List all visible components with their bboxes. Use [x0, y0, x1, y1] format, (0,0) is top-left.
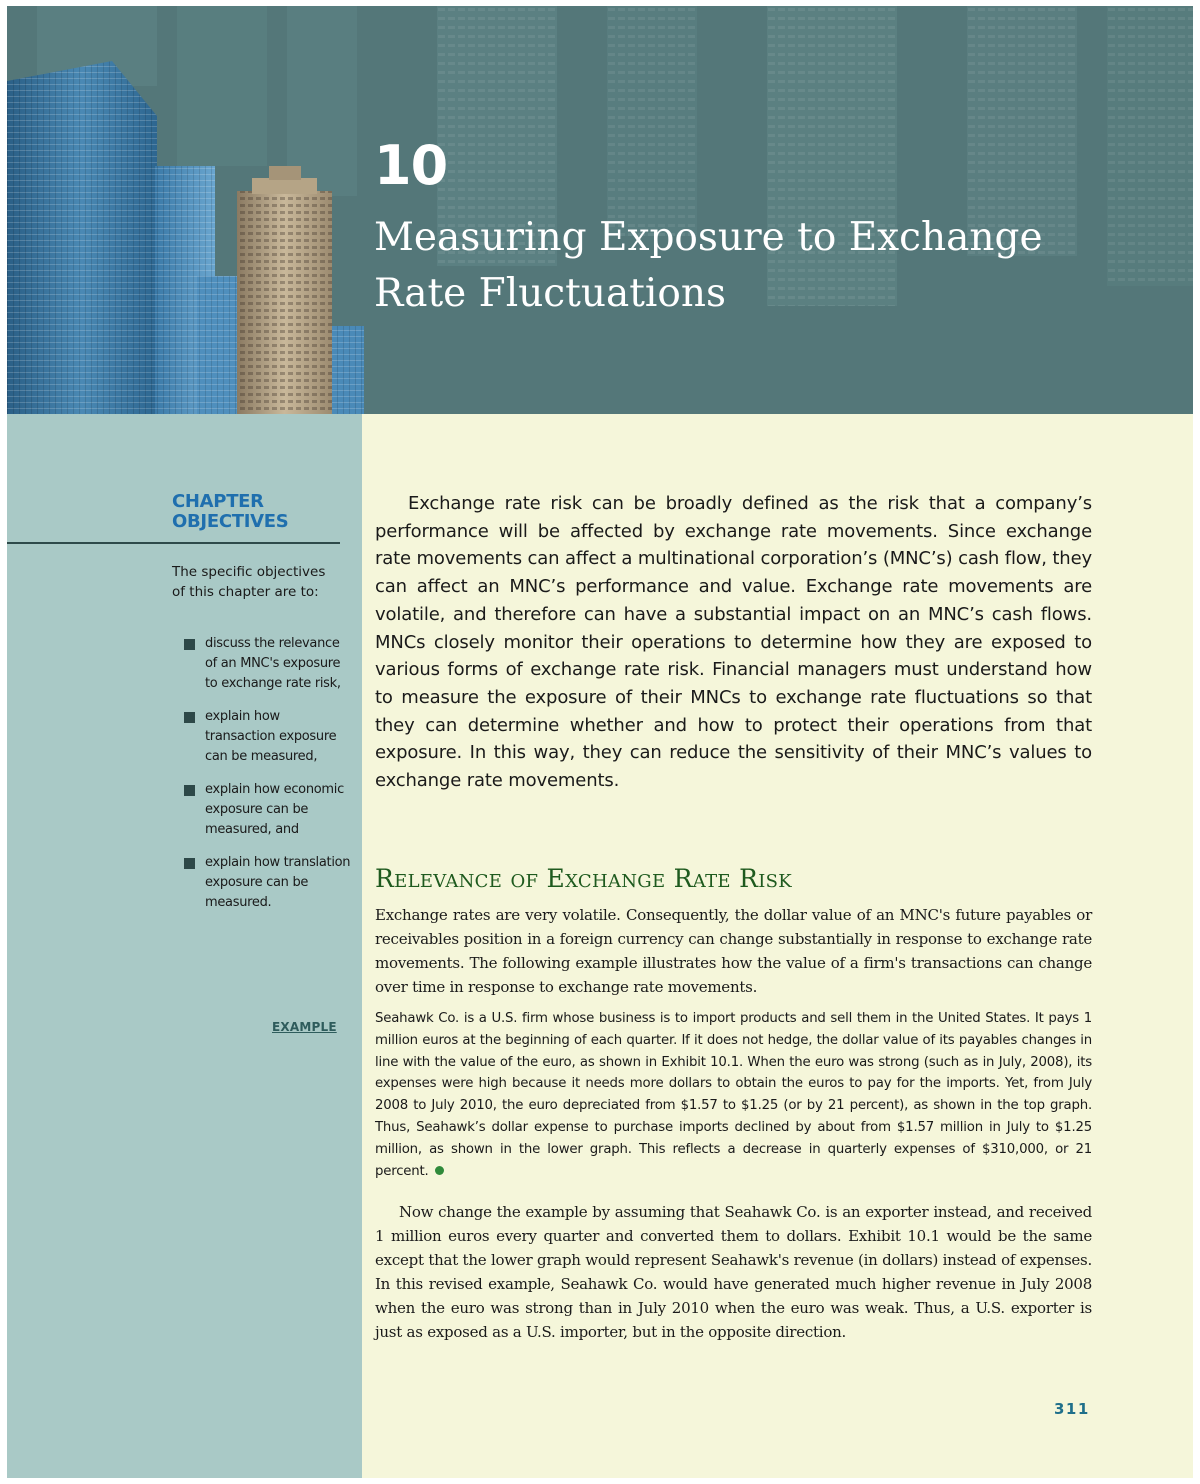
objectives-sidebar	[7, 414, 362, 1478]
chapter-header-banner	[7, 6, 1193, 414]
objectives-heading-line-2: OBJECTIVES	[172, 511, 289, 532]
objectives-heading-line-1: CHAPTER	[172, 491, 264, 512]
square-bullet-icon	[184, 858, 195, 869]
objective-item	[182, 707, 352, 767]
main-content	[362, 414, 1193, 1478]
chapter-number: 10	[374, 134, 448, 197]
chapter-title-line-1: Measuring Exposure to Exchange	[374, 215, 1043, 260]
body-paragraph-1: Exchange rates are very volatile. Consequently, the dollar value of an MNC's future payables or receivables position in a foreign currency can change substantially in response to exchange rate movements. The following example illustrates how the value of a firm's transactions can change over time in response to exchange rate movements.	[375, 906, 1092, 996]
objective-text: explain how transaction exposure can be measured,	[205, 709, 337, 764]
intro-paragraph-text: Exchange rate risk can be broadly defined as the risk that a company’s performance will be affected by exchange rate movements. Since exchange rate movements can affect a multinational corporation’s (MNC’s) cash flow, they can affect an MNC’s performance and value. Exchange rate movements are volatile, and therefore can have a substantial impact on an MNC’s cash flows. MNCs closely monitor their operations to determine how they are exposed to various forms of exchange rate risk. Financial managers must understand how to measure the exposure of their MNCs to exchange rate fluctuations so that they can determine whether and how to protect their operations from that exposure. In this way, they can reduce the sensitivity of their MNC’s values to exchange rate movements.	[375, 493, 1092, 792]
body-paragraph-2	[375, 1200, 1092, 1344]
square-bullet-icon	[184, 785, 195, 796]
objective-item	[182, 853, 352, 913]
objective-item	[182, 634, 352, 694]
textbook-page	[7, 6, 1193, 1478]
chapter-title	[374, 210, 1154, 322]
example-paragraph	[375, 1008, 1092, 1182]
objectives-divider	[7, 542, 340, 544]
objectives-intro: The specific objectives of this chapter are to:	[172, 564, 326, 600]
example-end-dot-icon	[435, 1166, 444, 1175]
page-number: 311	[1054, 1400, 1090, 1418]
intro-paragraph	[375, 490, 1092, 795]
square-bullet-icon	[184, 712, 195, 723]
body-paragraph-2-text: Now change the example by assuming that Seahawk Co. is an exporter instead, and received 1 million euros every quarter and converted them to dollars. Exhibit 10.1 would be the same except that the lower graph would represent Seahawk's revenue (in dollars) instead of expenses. In this revised example, Seahawk Co. would have generated much higher revenue in July 2008 when the euro was strong than in July 2010 when the euro was weak. Thus, a U.S. exporter is just as exposed as a U.S. importer, but in the opposite direction.	[375, 1203, 1092, 1341]
objectives-heading	[172, 492, 288, 532]
example-paragraph-text: Seahawk Co. is a U.S. firm whose business is to import products and sell them in the United States. It pays 1 million euros at the beginning of each quarter. If it does not hedge, the dollar value of its payables changes in line with the value of the euro, as shown in Exhibit 10.1. When the euro was strong (such as in July, 2008), its expenses were high because it needs more dollars to obtain the euros to pay for the imports. Yet, from July 2008 to July 2010, the euro depreciated from $1.57 to $1.25 (or by 21 percent), as shown in the top graph. Thus, Seahawk’s dollar expense to purchase imports declined by about from $1.57 million in July to $1.25 million, as shown in the lower graph. This reflects a decrease in quarterly expenses of $310,000, or 21 percent.	[375, 1011, 1092, 1179]
objective-text: explain how translation exposure can be measured.	[205, 855, 351, 910]
example-label: EXAMPLE	[272, 1020, 337, 1034]
objective-text: discuss the relevance of an MNC's exposure to exchange rate risk,	[205, 636, 341, 691]
section-heading: Relevance of Exchange Rate Risk	[375, 864, 793, 893]
square-bullet-icon	[184, 639, 195, 650]
objective-item	[182, 780, 352, 840]
objective-text: explain how economic exposure can be measured, and	[205, 782, 344, 837]
chapter-title-line-2: Rate Fluctuations	[374, 271, 726, 316]
objectives-list	[182, 634, 352, 926]
